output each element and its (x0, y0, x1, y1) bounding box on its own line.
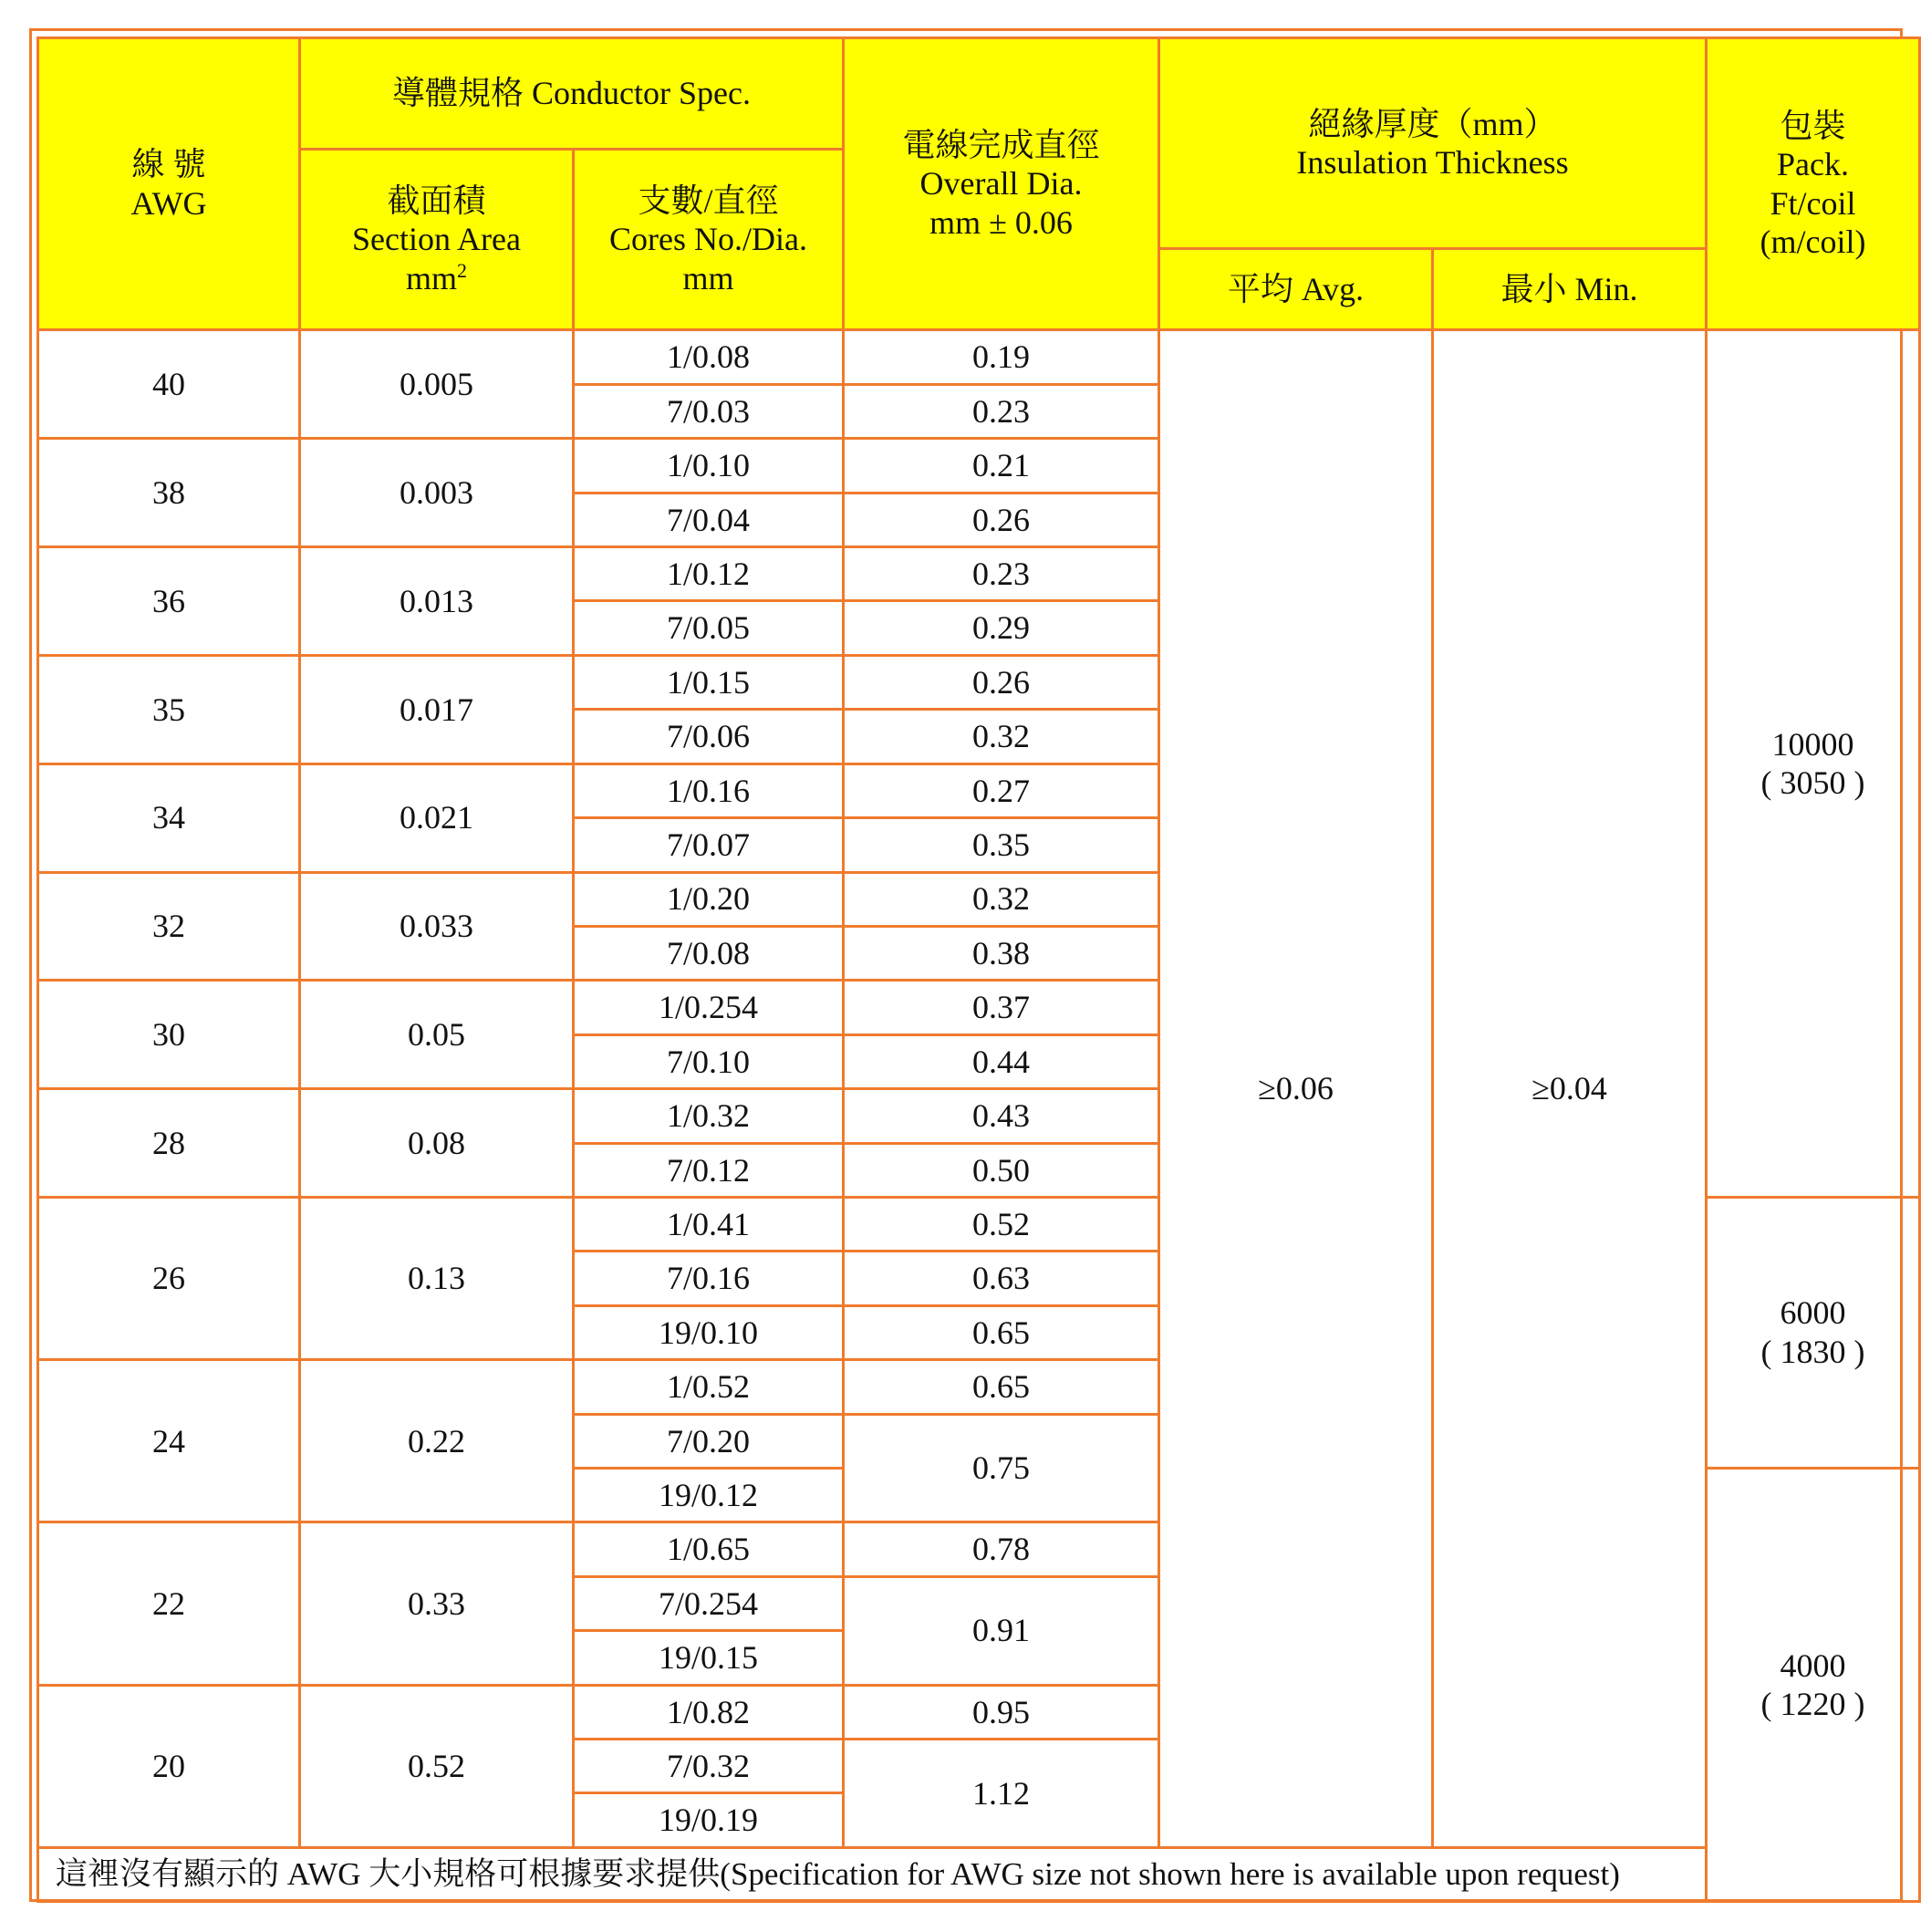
cores-cell: 1/0.08 (574, 330, 844, 384)
table-row (38, 330, 1920, 384)
cores-cell: 1/0.16 (574, 763, 844, 817)
overall-dia-cell: 0.65 (844, 1305, 1159, 1359)
overall-dia-cell: 0.65 (844, 1360, 1159, 1414)
cores-cell: 1/0.82 (574, 1685, 844, 1739)
awg-cell: 24 (38, 1360, 300, 1522)
section-area-cell: 0.13 (300, 1197, 574, 1359)
cores-cell: 19/0.10 (574, 1305, 844, 1359)
insulation-avg-cell: ≥0.06 (1159, 330, 1433, 1847)
pack-m: ( 1830 ) (1760, 1333, 1865, 1370)
awg-cell: 26 (38, 1197, 300, 1359)
section-area-cell: 0.003 (300, 439, 574, 547)
overall-dia-cell: 1.12 (844, 1740, 1159, 1848)
header-conductor-spec: 導體規格 Conductor Spec. (300, 38, 844, 150)
overall-dia-cell: 0.50 (844, 1143, 1159, 1197)
section-area-cell: 0.017 (300, 655, 574, 763)
overall-dia-cell: 0.52 (844, 1197, 1159, 1251)
pack-ft: 4000 (1780, 1646, 1846, 1684)
awg-cell: 22 (38, 1522, 300, 1685)
cores-cell: 1/0.12 (574, 547, 844, 601)
section-area-cell: 0.22 (300, 1360, 574, 1522)
overall-dia-cell: 0.44 (844, 1034, 1159, 1088)
overall-dia-cell: 0.78 (844, 1522, 1159, 1576)
cores-cell: 7/0.07 (574, 818, 844, 872)
section-area-cell: 0.33 (300, 1522, 574, 1685)
awg-cell: 35 (38, 655, 300, 763)
section-area-cell: 0.52 (300, 1685, 574, 1847)
section-area-cell: 0.021 (300, 763, 574, 872)
header-pack: 包裝 Pack. Ft/coil (m/coil) (1707, 38, 1920, 330)
overall-dia-cell: 0.32 (844, 872, 1159, 926)
section-area-cell: 0.005 (300, 330, 574, 439)
pack-m: ( 1220 ) (1760, 1685, 1865, 1722)
header-section-area: 截面積 Section Area $mm^2$ (300, 149, 574, 330)
cores-cell: 7/0.16 (574, 1252, 844, 1305)
overall-dia-cell: 0.26 (844, 493, 1159, 546)
cores-cell: 1/0.10 (574, 439, 844, 493)
awg-spec-table (36, 36, 1921, 1903)
pack-cell (1707, 330, 1920, 1198)
overall-dia-cell: 0.26 (844, 655, 1159, 709)
cores-cell: 7/0.03 (574, 384, 844, 438)
cores-cell: 7/0.08 (574, 926, 844, 980)
insulation-min-cell: ≥0.04 (1433, 330, 1707, 1847)
section-area-cell: 0.013 (300, 547, 574, 656)
cores-cell: 19/0.19 (574, 1793, 844, 1847)
pack-ft: 6000 (1780, 1294, 1846, 1332)
cores-cell: 1/0.20 (574, 872, 844, 926)
cores-cell: 7/0.06 (574, 710, 844, 763)
overall-dia-cell: 0.27 (844, 763, 1159, 817)
awg-cell: 34 (38, 763, 300, 872)
cores-cell: 1/0.32 (574, 1089, 844, 1143)
overall-dia-cell: 0.63 (844, 1252, 1159, 1305)
section-area-cell: 0.08 (300, 1089, 574, 1198)
cores-cell: 7/0.04 (574, 493, 844, 546)
header-avg: 平均 Avg. (1159, 249, 1433, 330)
overall-dia-cell: 0.37 (844, 981, 1159, 1034)
pack-cell (1707, 1197, 1920, 1468)
overall-dia-cell: 0.35 (844, 818, 1159, 872)
cores-cell: 7/0.10 (574, 1034, 844, 1088)
overall-dia-cell: 0.21 (844, 439, 1159, 493)
cores-cell: 7/0.32 (574, 1740, 844, 1793)
cores-cell: 7/0.05 (574, 601, 844, 655)
overall-dia-cell: 0.32 (844, 710, 1159, 763)
section-area-cell: 0.033 (300, 872, 574, 981)
overall-dia-cell: 0.43 (844, 1089, 1159, 1143)
awg-cell: 20 (38, 1685, 300, 1847)
pack-m: ( 3050 ) (1760, 764, 1865, 802)
overall-dia-cell: 0.38 (844, 926, 1159, 980)
cores-cell: 1/0.254 (574, 981, 844, 1034)
header-awg: 線 號 AWG (38, 38, 300, 330)
footnote: 這裡沒有顯示的 AWG 大小規格可根據要求提供(Specification for AWG size not shown here is available upon request) (38, 1847, 1920, 1901)
cores-cell: 1/0.65 (574, 1522, 844, 1576)
awg-cell: 36 (38, 547, 300, 656)
awg-cell: 30 (38, 981, 300, 1089)
section-area-cell: 0.05 (300, 981, 574, 1089)
cores-cell: 1/0.52 (574, 1360, 844, 1414)
overall-dia-cell: 0.29 (844, 601, 1159, 655)
header-min: 最小 Min. (1433, 249, 1707, 330)
overall-dia-cell: 0.23 (844, 547, 1159, 601)
overall-dia-cell: 0.75 (844, 1414, 1159, 1522)
awg-cell: 28 (38, 1089, 300, 1198)
cores-cell: 7/0.12 (574, 1143, 844, 1197)
header-overall-dia: 電線完成直徑 Overall Dia. mm ± 0.06 (844, 38, 1159, 330)
awg-cell: 32 (38, 872, 300, 981)
overall-dia-cell: 0.23 (844, 384, 1159, 438)
pack-ft: 10000 (1771, 725, 1854, 763)
cores-cell: 7/0.20 (574, 1414, 844, 1468)
awg-cell: 38 (38, 439, 300, 547)
overall-dia-cell: 0.95 (844, 1685, 1159, 1739)
pack-cell (1707, 1468, 1920, 1901)
cores-cell: 1/0.15 (574, 655, 844, 709)
cores-cell: 7/0.254 (574, 1576, 844, 1630)
awg-cell: 40 (38, 330, 300, 439)
cores-cell: 1/0.41 (574, 1197, 844, 1251)
cores-cell: 19/0.12 (574, 1468, 844, 1522)
overall-dia-cell: 0.19 (844, 330, 1159, 384)
header-cores: 支數/直徑 Cores No./Dia. mm (574, 149, 844, 330)
header-insulation-thickness: 絕緣厚度（mm） Insulation Thickness (1159, 38, 1707, 249)
overall-dia-cell: 0.91 (844, 1576, 1159, 1685)
cores-cell: 19/0.15 (574, 1631, 844, 1685)
